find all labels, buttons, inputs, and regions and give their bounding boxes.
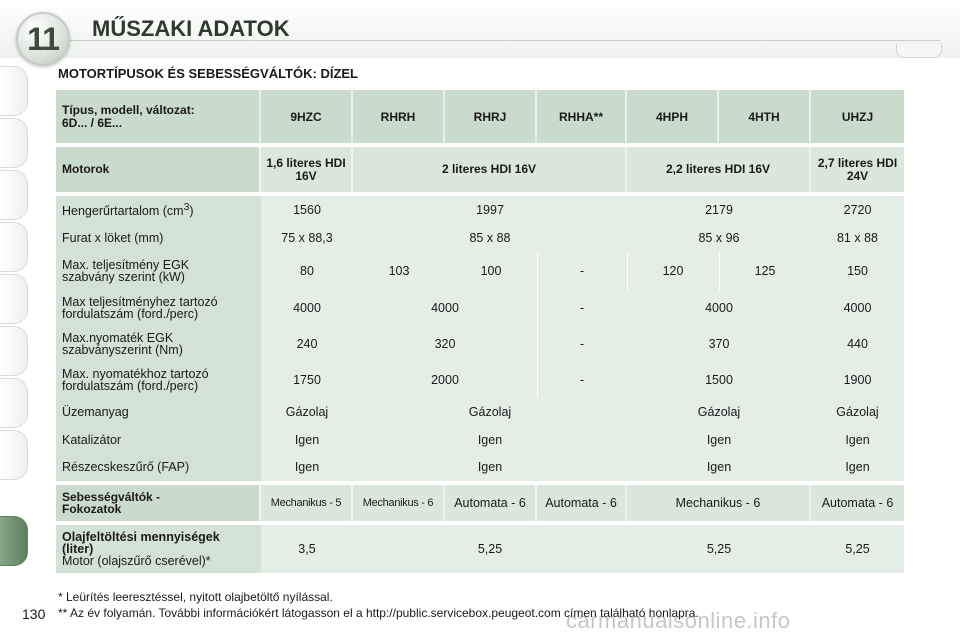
value-cell: 1560 bbox=[261, 196, 353, 224]
chapter-tab[interactable] bbox=[0, 326, 28, 376]
chapter-tab[interactable] bbox=[0, 222, 28, 272]
gearbox-label bbox=[56, 485, 261, 521]
header-tab bbox=[896, 44, 942, 58]
type-code-cell: RHHA** bbox=[537, 90, 627, 143]
value-cell: 125 bbox=[719, 252, 811, 290]
value-cell: Igen bbox=[627, 453, 811, 481]
row-label bbox=[56, 196, 261, 224]
gearbox-cell: Automata - 6 bbox=[537, 485, 627, 521]
type-code-cell: 4HTH bbox=[719, 90, 811, 143]
gearbox-cell: Mechanikus - 6 bbox=[353, 485, 445, 521]
value-cell: Gázolaj bbox=[627, 398, 811, 426]
value-cell: 1500 bbox=[627, 362, 811, 398]
row-label-line: szabványszerint (Nm) bbox=[62, 343, 183, 357]
gearbox-label-line: Fokozatok bbox=[62, 502, 122, 516]
row-label-sup: 3 bbox=[183, 202, 190, 214]
row-label bbox=[56, 326, 261, 362]
footnote: * Leürítés leeresztéssel, nyitott olajbetöltő nyílással. bbox=[58, 590, 333, 604]
type-code-cell: 9HZC bbox=[261, 90, 353, 143]
power-rpm-row bbox=[56, 290, 904, 326]
oil-cell: 5,25 bbox=[627, 525, 811, 573]
value-cell: 370 bbox=[627, 326, 811, 362]
value-cell: 120 bbox=[627, 252, 719, 290]
type-label-line: 6D... / 6E... bbox=[62, 115, 123, 130]
value-cell: Igen bbox=[353, 453, 627, 481]
chapter-tabs bbox=[0, 66, 30, 576]
gearbox-cell: Mechanikus - 5 bbox=[261, 485, 353, 521]
engine-cell: 2 literes HDI 16V bbox=[353, 147, 627, 192]
value-cell: Gázolaj bbox=[261, 398, 353, 426]
oil-cell: 5,25 bbox=[811, 525, 904, 573]
row-label-line: Max. nyomatékhoz tartozó bbox=[62, 367, 209, 381]
bore-stroke-row bbox=[56, 224, 904, 252]
value-cell: 2000 bbox=[353, 362, 537, 398]
chapter-number: 11 bbox=[27, 20, 59, 57]
value-cell: Gázolaj bbox=[811, 398, 904, 426]
row-label: Katalizátor bbox=[56, 426, 261, 453]
value-cell: Igen bbox=[353, 426, 627, 453]
value-cell: 85 x 88 bbox=[353, 224, 627, 252]
engine-cell: 2,2 literes HDI 16V bbox=[627, 147, 811, 192]
type-header-row bbox=[56, 90, 904, 143]
row-label-line: fordulatszám (ford./perc) bbox=[62, 379, 199, 393]
chapter-tab[interactable] bbox=[0, 274, 28, 324]
value-cell: 4000 bbox=[261, 290, 353, 326]
value-cell: 150 bbox=[811, 252, 904, 290]
value-cell: - bbox=[537, 326, 627, 362]
value-cell: 103 bbox=[353, 252, 445, 290]
type-label-cell bbox=[56, 90, 261, 143]
gearbox-row bbox=[56, 485, 904, 521]
oil-cell: 5,25 bbox=[353, 525, 627, 573]
value-cell: 75 x 88,3 bbox=[261, 224, 353, 252]
value-cell: Igen bbox=[811, 453, 904, 481]
row-label: Furat x löket (mm) bbox=[56, 224, 261, 252]
row-label bbox=[56, 290, 261, 326]
value-cell: 80 bbox=[261, 252, 353, 290]
gearbox-label-line: Sebességváltók - bbox=[62, 490, 161, 504]
gearbox-cell: Automata - 6 bbox=[445, 485, 537, 521]
chapter-tab[interactable] bbox=[0, 170, 28, 220]
value-cell: Igen bbox=[811, 426, 904, 453]
value-cell: 100 bbox=[445, 252, 537, 290]
type-label-line: Típus, modell, változat: bbox=[62, 102, 195, 117]
type-code-cell: 4HPH bbox=[627, 90, 719, 143]
gearbox-cell: Mechanikus - 6 bbox=[627, 485, 811, 521]
row-label: Üzemanyag bbox=[56, 398, 261, 426]
value-cell: Igen bbox=[627, 426, 811, 453]
value-cell: 81 x 88 bbox=[811, 224, 904, 252]
value-cell: - bbox=[537, 362, 627, 398]
chapter-tab[interactable] bbox=[0, 378, 28, 428]
oil-label bbox=[56, 525, 261, 573]
gearbox-cell: Automata - 6 bbox=[811, 485, 904, 521]
chapter-tab-active[interactable] bbox=[0, 516, 28, 566]
type-code-cell: UHZJ bbox=[811, 90, 904, 143]
watermark: carmanualsonline.info bbox=[566, 608, 791, 633]
value-cell: 85 x 96 bbox=[627, 224, 811, 252]
row-label-text: Hengerűrtartalom (cm bbox=[62, 204, 184, 219]
value-cell: 4000 bbox=[811, 290, 904, 326]
type-code-cell: RHRH bbox=[353, 90, 445, 143]
row-label-line: fordulatszám (ford./perc) bbox=[62, 307, 199, 321]
value-cell: 1900 bbox=[811, 362, 904, 398]
value-cell: Gázolaj bbox=[353, 398, 627, 426]
value-cell: 1997 bbox=[353, 196, 627, 224]
chapter-badge bbox=[16, 12, 70, 66]
engine-label: Motorok bbox=[56, 147, 261, 192]
oil-label-line: (liter) bbox=[62, 542, 94, 556]
row-label-line: Max.nyomaték EGK bbox=[62, 331, 174, 345]
chapter-tab[interactable] bbox=[0, 66, 28, 116]
value-cell: Igen bbox=[261, 453, 353, 481]
row-label bbox=[56, 362, 261, 398]
value-cell: 2179 bbox=[627, 196, 811, 224]
engine-cell: 2,7 literes HDI 24V bbox=[811, 147, 904, 192]
oil-row bbox=[56, 525, 904, 573]
value-cell: 1750 bbox=[261, 362, 353, 398]
oil-cell: 3,5 bbox=[261, 525, 353, 573]
value-cell: 440 bbox=[811, 326, 904, 362]
spec-table bbox=[56, 90, 904, 573]
value-cell: Igen bbox=[261, 426, 353, 453]
row-label-line: Max. teljesítmény EGK bbox=[62, 258, 190, 272]
chapter-tab[interactable] bbox=[0, 118, 28, 168]
type-code-cell: RHRJ bbox=[445, 90, 537, 143]
section-title: MOTORTÍPUSOK ÉS SEBESSÉGVÁLTÓK: DÍZEL bbox=[58, 66, 358, 81]
engine-cell: 1,6 literes HDI 16V bbox=[261, 147, 353, 192]
page-number: 130 bbox=[22, 606, 46, 622]
torque-rpm-row bbox=[56, 362, 904, 398]
row-label: Részecskeszűrő (FAP) bbox=[56, 453, 261, 481]
value-cell: 240 bbox=[261, 326, 353, 362]
row-label-end: ) bbox=[189, 204, 194, 219]
value-cell: 2720 bbox=[811, 196, 904, 224]
max-power-row bbox=[56, 252, 904, 290]
catalyst-row bbox=[56, 426, 904, 453]
oil-label-line: Olajfeltöltési mennyiségek bbox=[62, 530, 220, 544]
page-title: MŰSZAKI ADATOK bbox=[92, 16, 290, 41]
row-label-line: Max teljesítményhez tartozó bbox=[62, 295, 218, 309]
fap-row bbox=[56, 453, 904, 481]
value-cell: 4000 bbox=[627, 290, 811, 326]
fuel-row bbox=[56, 398, 904, 426]
row-label bbox=[56, 252, 261, 290]
engine-row bbox=[56, 147, 904, 192]
footnote: ** Az év folyamán. További információkért látogasson el a http://public.servicebox.peugeot.com címen található honlapra. bbox=[58, 606, 699, 620]
value-cell: - bbox=[537, 252, 627, 290]
row-label-line: szabvány szerint (kW) bbox=[62, 270, 185, 284]
displacement-row bbox=[56, 196, 904, 224]
oil-label-line: Motor (olajszűrő cserével)* bbox=[62, 554, 211, 568]
value-cell: 320 bbox=[353, 326, 537, 362]
chapter-tab[interactable] bbox=[0, 430, 28, 480]
value-cell: 4000 bbox=[353, 290, 537, 326]
max-torque-row bbox=[56, 326, 904, 362]
value-cell: - bbox=[537, 290, 627, 326]
